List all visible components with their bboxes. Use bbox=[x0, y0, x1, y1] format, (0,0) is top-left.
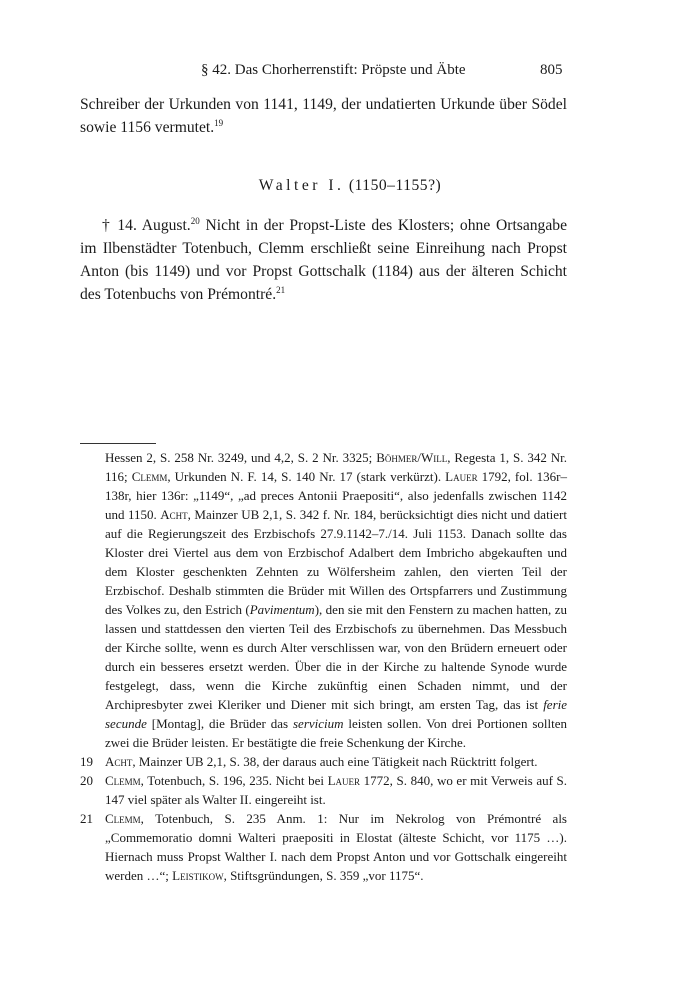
italic-term: ferie secunde bbox=[105, 697, 568, 731]
author-name: Clemm bbox=[105, 773, 141, 788]
author-name: Clemm bbox=[131, 469, 168, 484]
footnote-continuation bbox=[80, 448, 567, 752]
author-name: Acht bbox=[160, 507, 188, 522]
footnote-ref-20[interactable]: 20 bbox=[190, 215, 200, 226]
author-name: Clemm bbox=[105, 811, 141, 826]
footnote-divider bbox=[80, 443, 156, 444]
footnote-text: Clemm, Totenbuch, S. 235 Anm. 1: Nur im Nekrolog von Prémontré als „Commemoratio domni Walteri praepositi in Elostat (älteste Schicht, vor 1175 …). Hiernach muss Propst Walther I. nach dem Propst Anton und vor Gottschalk eingereiht werden …“; Leistikow, Stiftsgründungen, S. 359 „vor 1175“. bbox=[105, 811, 567, 883]
italic-term: servicium bbox=[292, 716, 344, 731]
author-name: Leistikow bbox=[172, 868, 224, 883]
heading-name: Walter I. bbox=[258, 177, 345, 194]
author-name: Böhmer/Will bbox=[376, 450, 448, 465]
italic-term: Pavimentum bbox=[249, 602, 315, 617]
paragraph-walter bbox=[80, 214, 567, 306]
footnote-text: Hessen 2, S. 258 Nr. 3249, und 4,2, S. 2 Nr. 3325; Böhmer/Will, Regesta 1, S. 342 Nr. 116; Clemm, Urkunden N. F. 14, S. 140 Nr. 17 (stark verkürzt). Lauer 1792, fol. 136r–138r, hier 136r: „1149“, „ad preces Antonii Praepositi“, also jedenfalls zwischen 1142 und 1150. Acht, Mainzer UB 2,1, S. 342 f. Nr. 184, berücksichtigt dies nicht und datiert auf die Regierungszeit des Erzbischofs 27.9.1142–7./14. Juli 1153. Danach sollte das Kloster drei Viertel aus dem von Erzbischof Adalbert dem Imbricho abgekauften und dem Kloster geschenkten Zehnten zu Wölfersheim zahlen, den vierten Teil der Erzbischof. Deshalb stimmten die Brüder mit Willen des Ortspfarrers und Zustimmung des Volkes zu, den Estrich (Pavimentum), den sie mit den Fenstern zu machen hatten, zu lassen und stattdessen den vierten Teil des Erzbischofs zu übernehmen. Das Messbuch der Kirche sollte, wenn es durch Alter verschlissen war, von den Brüdern erneuert oder durch ein besseres ersetzt werden. Über die in der Kirche zu haltende Synode wurde festgelegt, dass, wenn die Kirche zukünftig einen Schaden nimmt, und der Archipresbyter zwei Kleriker und Diener mit sich bringt, am ersten Tag, das ist ferie secunde [Montag], die Brüder das servicium leisten sollen. Von drei Portionen sollten zwei die Brüder leisten. Er bestätigte die freie Schenkung der Kirche. bbox=[105, 450, 568, 750]
paragraph-continuation bbox=[80, 93, 567, 139]
footnote-text: Clemm, Totenbuch, S. 196, 235. Nicht bei Lauer 1772, S. 840, wo er mit Verweis auf S. 147 viel später als Walter II. eingereiht ist. bbox=[105, 773, 567, 807]
heading-dates: (1150–1155?) bbox=[348, 177, 442, 194]
paragraph-text: Schreiber der Urkunden von 1141, 1149, der undatierten Urkunde über Södel sowie 1156 vermutet. bbox=[80, 96, 567, 136]
footnote-19 bbox=[80, 752, 567, 771]
author-name: Lauer bbox=[327, 773, 361, 788]
paragraph-text: Nicht in der Propst-Liste des Klosters; ohne Ortsangabe im Ilbenstädter Totenbuch, Clemm erschließt seine Einreihung nach Propst Anton (bis 1149) und vor Propst Gottschalk (1184) aus der älteren Schicht des Totenbuchs von Prémontré. bbox=[80, 217, 567, 303]
paragraph-lead: † 14. August. bbox=[102, 217, 191, 234]
footnote-number: 19 bbox=[80, 754, 93, 769]
section-heading bbox=[0, 177, 700, 195]
running-header bbox=[0, 62, 700, 82]
footnote-ref-21[interactable]: 21 bbox=[276, 284, 286, 295]
footnotes bbox=[80, 448, 567, 885]
author-name: Acht bbox=[105, 754, 133, 769]
footnote-text: Acht, Mainzer UB 2,1, S. 38, der daraus auch eine Tätigkeit nach Rücktritt folgert. bbox=[105, 754, 538, 769]
page-number: 805 bbox=[540, 62, 563, 78]
footnote-number: 21 bbox=[80, 811, 93, 826]
footnote-ref-19[interactable]: 19 bbox=[214, 117, 224, 128]
author-name: Lauer bbox=[445, 469, 478, 484]
footnote-number bbox=[80, 448, 105, 752]
footnote-21 bbox=[80, 809, 567, 885]
footnote-number: 20 bbox=[80, 773, 93, 788]
footnote-20 bbox=[80, 771, 567, 809]
running-title: § 42. Das Chorherrenstift: Pröpste und Äbte bbox=[201, 62, 466, 78]
